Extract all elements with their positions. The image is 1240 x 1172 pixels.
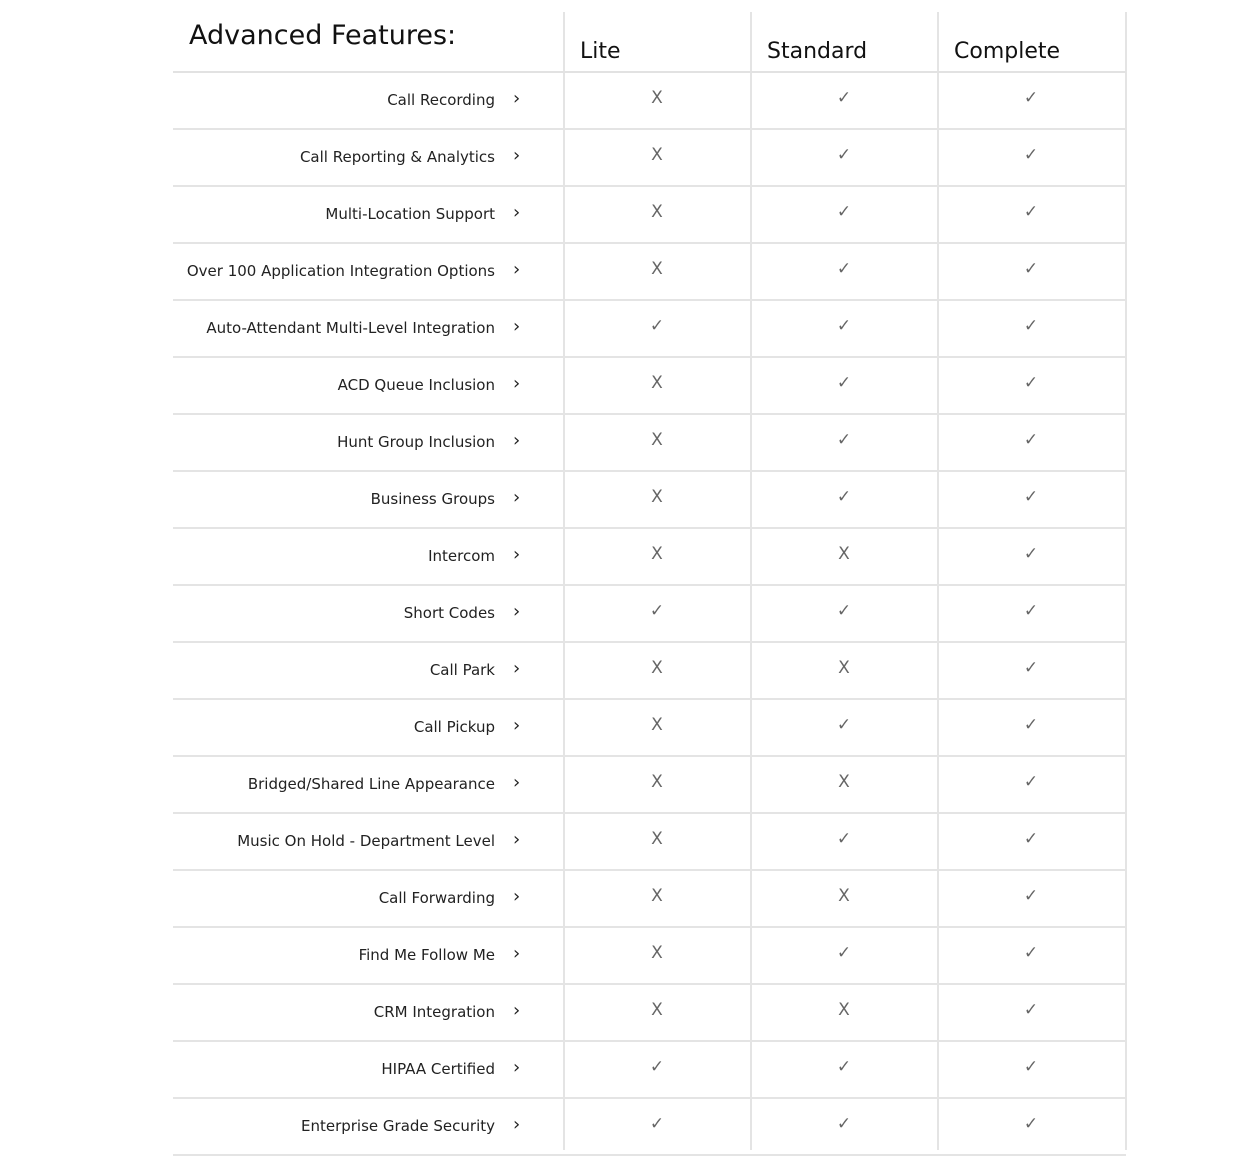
feature-label[interactable]: HIPAA Certified (381, 1060, 495, 1078)
table-row (173, 1042, 1126, 1099)
table-row (173, 586, 1126, 643)
chevron-right-icon[interactable]: › (513, 430, 521, 451)
check-icon: ✓ (836, 202, 852, 222)
check-icon: ✓ (1023, 202, 1039, 222)
x-icon: X (838, 544, 850, 564)
x-icon: X (651, 487, 663, 507)
x-icon: X (651, 715, 663, 735)
feature-label[interactable]: Hunt Group Inclusion (337, 433, 495, 451)
plan-header-complete: Complete (954, 39, 1061, 64)
check-icon: ✓ (836, 373, 852, 393)
chevron-right-icon[interactable]: › (513, 145, 521, 166)
x-icon: X (651, 259, 663, 279)
x-icon: X (651, 829, 663, 849)
chevron-right-icon[interactable]: › (513, 316, 521, 337)
feature-label[interactable]: Enterprise Grade Security (300, 1117, 495, 1135)
feature-label[interactable]: Business Groups (370, 490, 495, 508)
feature-label[interactable]: Music On Hold - Department Level (237, 832, 495, 850)
table-header (173, 12, 1126, 73)
x-icon: X (651, 772, 663, 792)
table-row (173, 130, 1126, 187)
x-icon: X (651, 1000, 663, 1020)
x-icon: X (651, 202, 663, 222)
chevron-right-icon[interactable]: › (513, 943, 521, 964)
check-icon: ✓ (649, 1057, 665, 1077)
x-icon: X (651, 430, 663, 450)
feature-label[interactable]: Call Park (429, 661, 495, 679)
chevron-right-icon[interactable]: › (513, 1000, 521, 1021)
chevron-right-icon[interactable]: › (513, 544, 521, 565)
check-icon: ✓ (1023, 1057, 1039, 1077)
check-icon: ✓ (1023, 829, 1039, 849)
table-row (173, 415, 1126, 472)
feature-label[interactable]: Call Pickup (413, 718, 495, 736)
check-icon: ✓ (1023, 1114, 1039, 1134)
table-row (173, 73, 1126, 130)
check-icon: ✓ (1023, 259, 1039, 279)
x-icon: X (651, 544, 663, 564)
table-row (173, 301, 1126, 358)
check-icon: ✓ (836, 88, 852, 108)
feature-label[interactable]: Intercom (428, 547, 495, 565)
table-row (173, 244, 1126, 301)
table-row (173, 871, 1126, 928)
x-icon: X (838, 1000, 850, 1020)
table-row (173, 472, 1126, 529)
x-icon: X (651, 88, 663, 108)
feature-label[interactable]: Call Forwarding (378, 889, 495, 907)
check-icon: ✓ (1023, 1000, 1039, 1020)
check-icon: ✓ (836, 1114, 852, 1134)
check-icon: ✓ (1023, 943, 1039, 963)
feature-label[interactable]: Bridged/Shared Line Appearance (247, 775, 495, 793)
check-icon: ✓ (1023, 544, 1039, 564)
chevron-right-icon[interactable]: › (513, 487, 521, 508)
table-row (173, 1099, 1126, 1156)
feature-label[interactable]: Call Reporting & Analytics (299, 148, 495, 166)
check-icon: ✓ (649, 601, 665, 621)
check-icon: ✓ (1023, 88, 1039, 108)
check-icon: ✓ (649, 316, 665, 336)
chevron-right-icon[interactable]: › (513, 658, 521, 679)
x-icon: X (651, 943, 663, 963)
check-icon: ✓ (836, 601, 852, 621)
table-row (173, 643, 1126, 700)
check-icon: ✓ (836, 715, 852, 735)
chevron-right-icon[interactable]: › (513, 829, 521, 850)
x-icon: X (838, 772, 850, 792)
chevron-right-icon[interactable]: › (513, 886, 521, 907)
x-icon: X (651, 373, 663, 393)
check-icon: ✓ (836, 487, 852, 507)
chevron-right-icon[interactable]: › (513, 373, 521, 394)
table-row (173, 928, 1126, 985)
feature-label[interactable]: ACD Queue Inclusion (337, 376, 495, 394)
check-icon: ✓ (836, 430, 852, 450)
check-icon: ✓ (1023, 601, 1039, 621)
check-icon: ✓ (836, 829, 852, 849)
feature-label[interactable]: Find Me Follow Me (358, 946, 495, 964)
table-row (173, 700, 1126, 757)
chevron-right-icon[interactable]: › (513, 259, 521, 280)
table-row (173, 757, 1126, 814)
check-icon: ✓ (1023, 772, 1039, 792)
check-icon: ✓ (1023, 715, 1039, 735)
table-row (173, 985, 1126, 1042)
feature-label[interactable]: Over 100 Application Integration Options (186, 262, 495, 280)
check-icon: ✓ (836, 145, 852, 165)
check-icon: ✓ (1023, 487, 1039, 507)
chevron-right-icon[interactable]: › (513, 202, 521, 223)
check-icon: ✓ (836, 259, 852, 279)
check-icon: ✓ (1023, 658, 1039, 678)
check-icon: ✓ (1023, 316, 1039, 336)
table-row (173, 814, 1126, 871)
check-icon: ✓ (1023, 145, 1039, 165)
table-body (173, 73, 1126, 1156)
feature-label[interactable]: Multi-Location Support (325, 205, 495, 223)
check-icon: ✓ (1023, 373, 1039, 393)
chevron-right-icon[interactable]: › (513, 88, 521, 109)
check-icon: ✓ (836, 1057, 852, 1077)
x-icon: X (838, 658, 850, 678)
feature-comparison-table (173, 12, 1126, 1156)
table-row (173, 358, 1126, 415)
check-icon: ✓ (1023, 430, 1039, 450)
plan-header-lite: Lite (580, 39, 621, 64)
x-icon: X (838, 886, 850, 906)
chevron-right-icon[interactable]: › (513, 601, 521, 622)
table-title: Advanced Features: (189, 20, 457, 51)
table-row (173, 529, 1126, 586)
check-icon: ✓ (649, 1114, 665, 1134)
check-icon: ✓ (836, 316, 852, 336)
feature-label[interactable]: Call Recording (387, 91, 495, 109)
feature-label[interactable]: CRM Integration (373, 1003, 495, 1021)
check-icon: ✓ (1023, 886, 1039, 906)
chevron-right-icon[interactable]: › (513, 1057, 521, 1078)
chevron-right-icon[interactable]: › (513, 1114, 521, 1135)
chevron-right-icon[interactable]: › (513, 772, 521, 793)
feature-label[interactable]: Auto-Attendant Multi-Level Integration (206, 319, 495, 337)
chevron-right-icon[interactable]: › (513, 715, 521, 736)
x-icon: X (651, 145, 663, 165)
feature-label[interactable]: Short Codes (403, 604, 495, 622)
plan-header-standard: Standard (767, 39, 868, 64)
table-row (173, 187, 1126, 244)
x-icon: X (651, 658, 663, 678)
x-icon: X (651, 886, 663, 906)
check-icon: ✓ (836, 943, 852, 963)
